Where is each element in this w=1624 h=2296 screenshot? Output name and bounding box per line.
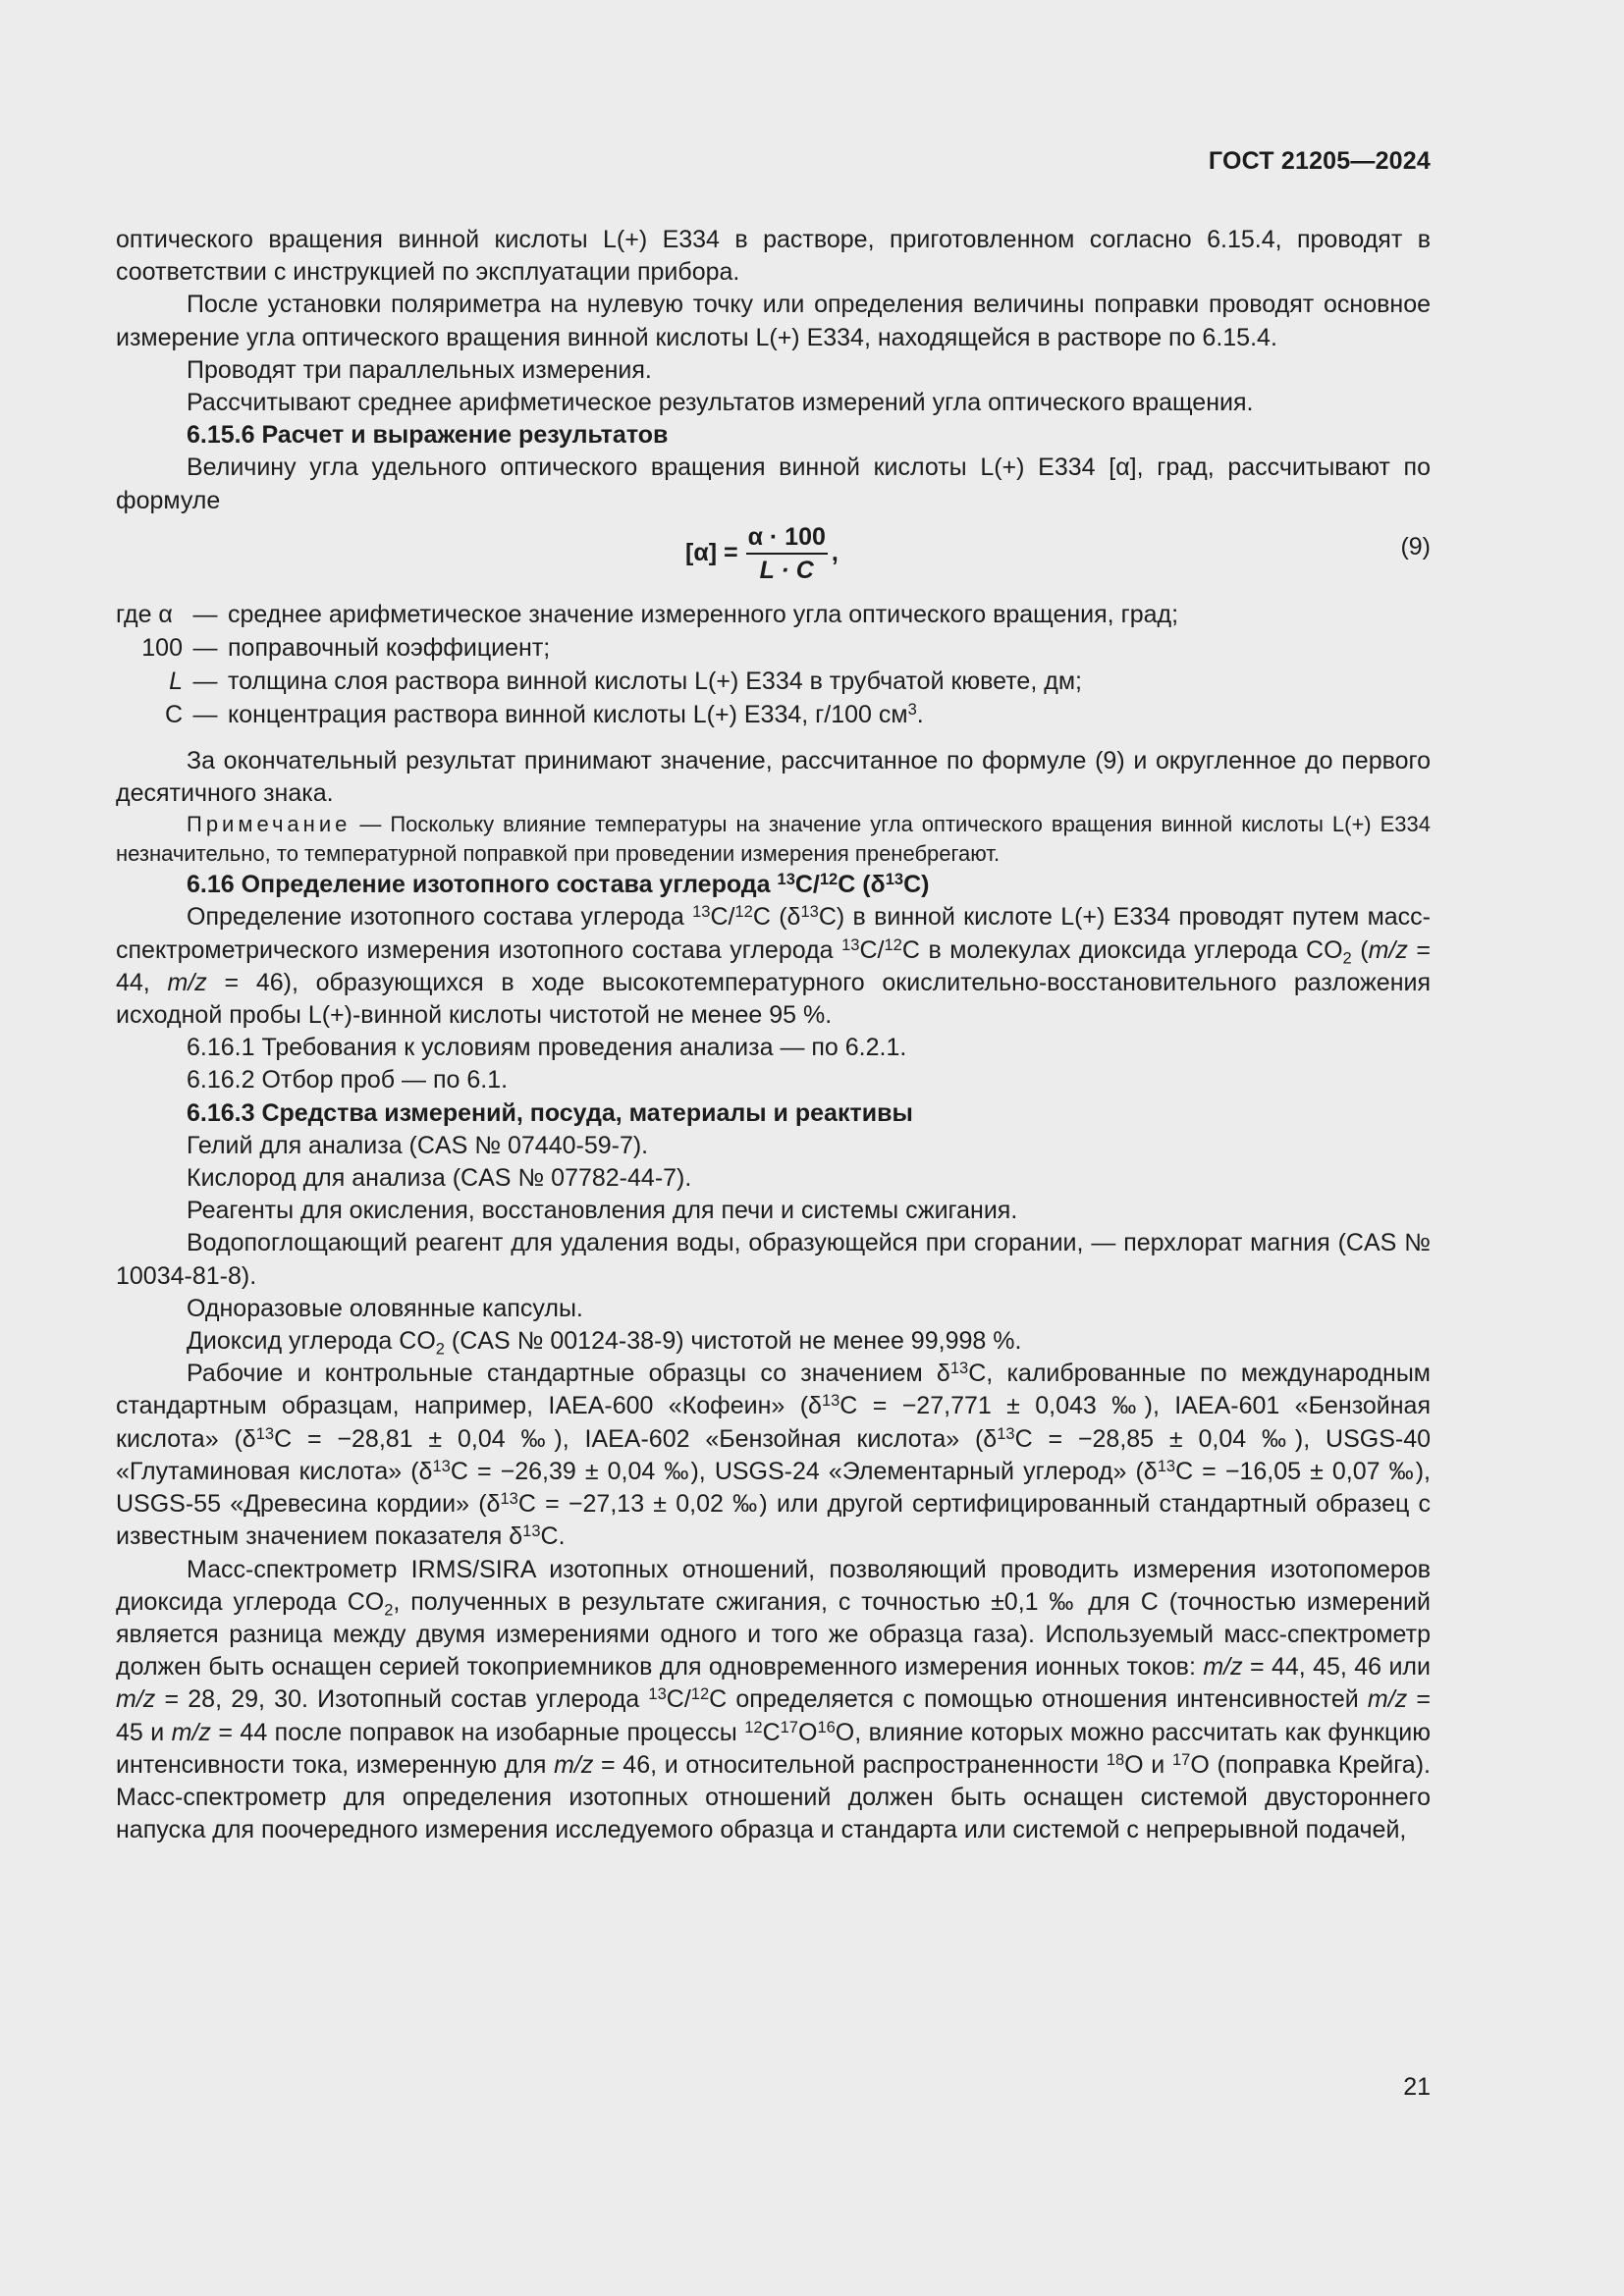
paragraph: Кислород для анализа (CAS № 07782-44-7). [187,1164,692,1193]
definition-text: среднее арифметическое значение измеренного угла оптического вращения, град; [228,600,1179,628]
section-heading-6-15-6: 6.15.6 Расчет и выражение результатов [187,421,669,450]
definition-symbol: L [169,667,183,695]
paragraph: Одноразовые оловянные капсулы. [187,1294,583,1322]
formula-definitions [116,598,1431,731]
formula-denominator: L · C [759,556,814,584]
paragraph: Масс-спектрометр IRMS/SIRA изотопных отношений, позволяющий проводить измерения изотопомеров диоксида углерода $CO_2$, полученных в результате сжигания, с точностью ±0,1 ‰ для C (точностью измерений является разница между двумя измерениями одного и того же образца газа). Используемый масс-спектрометр должен быть оснащен серией токоприемников для одновременного измерения ионных токов: m/z = 44, 45, 46 или m/z = 28, 29, 30. Изотопный состав углерода $^{13}$C/$^{12}$C определяется с помощью отношения интенсивностей m/z = 45 и m/z = 44 после поправок на изобарные процессы $^{12}C^{17}O^{16}O$, влияние которых можно рассчитать как функцию интенсивности тока, измеренную для m/z = 46, и относительной распространенности $^{18}$O и $^{17}$O (поправка Крейга). Масс-спектрометр для определения изотопных отношений должен быть оснащен системой двустороннего напуска для поочередного измерения исследуемого образца и стандарта или системой с непрерывной подачей, [116,1555,1431,1844]
note [116,810,1431,869]
formula-lhs: [α] = [685,539,738,567]
paragraph: Рассчитывают среднее арифметическое результатов измерений угла оптического вращения. [187,389,1254,417]
formula-comma: , [831,539,839,567]
paragraph: Проводят три параллельных измерения. [187,355,652,384]
paragraph: Реагенты для окисления, восстановления для печи и системы сжигания. [187,1197,1018,1225]
paragraph: Гелий для анализа (CAS № 07440-59-7). [187,1131,649,1159]
formula-number: (9) [1400,532,1431,561]
definition-item [116,598,1431,631]
definition-item [116,665,1431,698]
note-label: Примечание [187,812,352,837]
standard-header: ГОСТ 21205—2024 [1208,147,1431,175]
paragraph: 6.16.2 Отбор проб — по 6.1. [187,1066,509,1095]
definition-dash: — [192,667,218,695]
paragraph: оптического вращения винной кислоты L(+) Е334 в растворе, приготовленном согласно 6.15.4, проводят в соответствии с инструкцией по эксплуатации прибора. [116,226,1431,287]
page-content [116,224,1431,1846]
definition-symbol: где α [116,600,173,628]
definition-dash: — [192,600,218,628]
paragraph: Величину угла удельного оптического вращения винной кислоты L(+) Е334 [α], град, рассчитывают по формуле [116,454,1431,514]
formula-9 [116,521,1431,590]
definition-text: концентрация раствора винной кислоты L(+) Е334, г/100 $см^3$. [228,700,924,728]
paragraph: После установки поляриметра на нулевую точку или определения величины поправки проводят основное измерение угла оптического вращения винной кислоты L(+) Е334, находящейся в растворе по 6.15.4. [116,291,1431,351]
section-heading-6-16-3: 6.16.3 Средства измерений, посуда, материалы и реактивы [187,1098,913,1127]
paragraph: Водопоглощающий реагент для удаления воды, образующейся при сгорании, — перхлорат магния (CAS № 10034-81-8). [116,1229,1431,1290]
paragraph: 6.16.1 Требования к условиям проведения анализа — по 6.2.1. [187,1034,907,1062]
definition-text: поправочный коэффициент; [228,633,551,662]
paragraph: Рабочие и контрольные стандартные образцы со значением $\delta^{13}C$, калиброванные по международным стандартным образцам, например, IAEA-600 «Кофеин» ($\delta^{13}C = -27,771 \pm 0,043$ ‰), IAEA-601 «Бензойная кислота» ($\delta^{13}C = -28,81 \pm 0,04$ ‰), IAEA-602 «Бензойная кислота» ($\delta^{13}C = -28,85 \pm 0,04$ ‰), USGS-40 «Глутаминовая кислота» ($\delta^{13}C = -26,39 \pm 0,04$ ‰), USGS-24 «Элементарный углерод» ($\delta^{13}C = -16,05 \pm 0,07$ ‰), USGS-55 «Древесина кордии» ($\delta^{13}C = -27,13 \pm 0,02$ ‰) или другой сертифицированный стандартный образец с известным значением показателя $\delta^{13}C$. [116,1360,1432,1551]
formula-fraction [746,523,828,584]
paragraph: Определение изотопного состава углерода $^{13}$C/$^{12}$C $(\delta^{13}C)$ в винной кислоте L(+) Е334 проводят путем масс-спектрометрического измерения изотопного состава углерода $^{13}$C/$^{12}$C в молекулах диоксида углерода $CO_2$ (m/z = 44, m/z = 46), образующихся в ходе высокотемпературного окислительно-восстановительного разложения исходной пробы L(+)-винной кислоты чистотой не менее 95 %. [116,903,1432,1030]
section-heading-6-16: 6.16 Определение изотопного состава углерода $^{13}$C/$^{12}$C $(\delta^{13}C)$ [187,870,930,899]
paragraph: Диоксид углерода $CO_2$ (CAS № 00124-38-9) чистотой не менее 99,998 %. [187,1327,1022,1359]
definition-symbol: 100 [141,633,183,662]
definition-symbol: C [164,700,183,728]
definition-item [116,698,1431,731]
page-number: 21 [1403,2073,1431,2101]
note-text: — Поскольку влияние температуры на значение угла оптического вращения винной кислоты L(+) Е334 незначительно, то температурной поправкой при проведении измерения пренебрегают. [116,812,1431,867]
paragraph: За окончательный результат принимают значение, рассчитанное по формуле (9) и округленное до первого десятичного знака. [116,746,1431,808]
formula-numerator: α · 100 [746,523,828,555]
definition-dash: — [192,700,218,728]
definition-item [116,631,1431,665]
definition-text: толщина слоя раствора винной кислоты L(+) Е334 в трубчатой кювете, дм; [228,667,1082,695]
definition-dash: — [192,633,218,662]
